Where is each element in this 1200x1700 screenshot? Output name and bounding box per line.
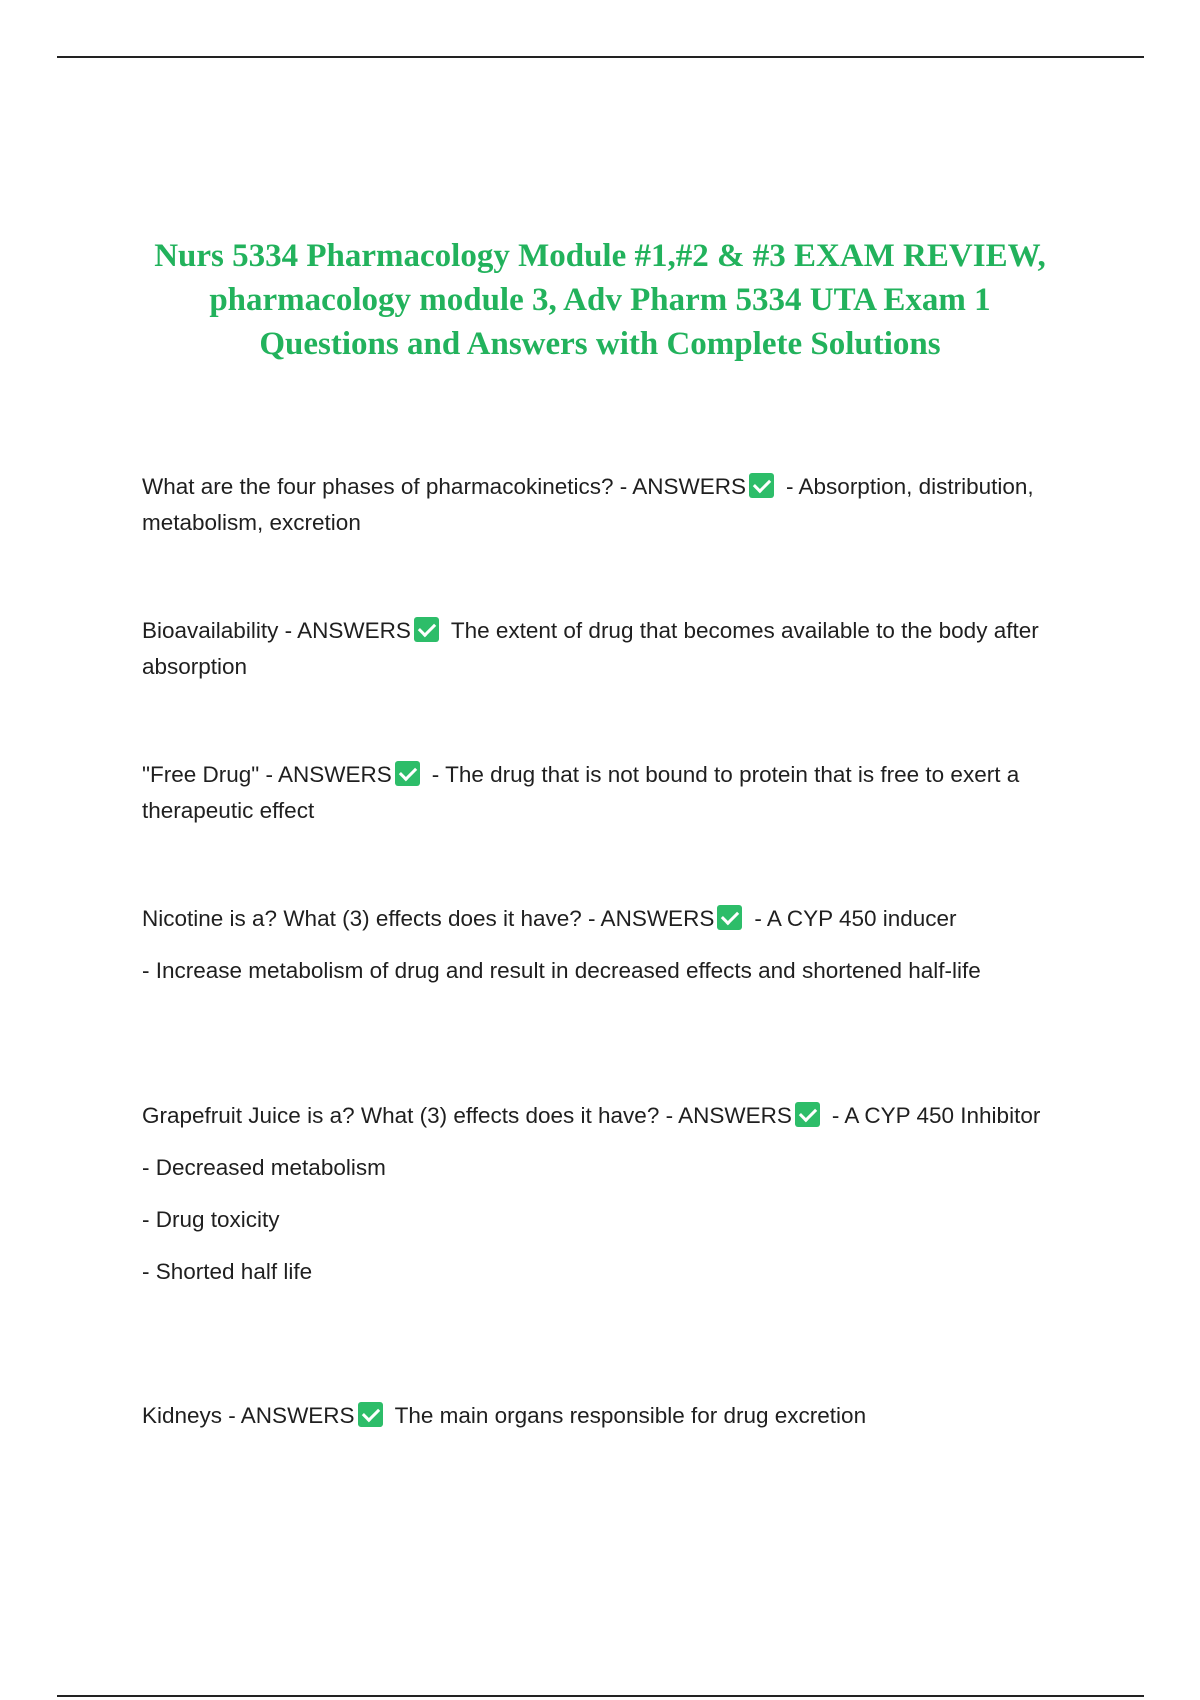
answer-detail: - Increase metabolism of drug and result in decreased effects and shortened half-life [142,958,981,983]
check-mark-icon [717,905,742,930]
qa-item [142,1098,1052,1290]
qa-item [142,757,1052,829]
qa-line [142,1398,1052,1434]
answer-detail: - Decreased metabolism [142,1155,386,1180]
answer-text: - Absorption, distribution, metabolism, excretion [142,474,1034,535]
header-rule [57,56,1144,58]
answer-text: - The drug that is not bound to protein that is free to exert a therapeutic effect [142,762,1020,823]
qa-item [142,901,1052,989]
answer-text: The extent of drug that becomes available to the body after absorption [142,618,1039,679]
qa-line [142,1098,1052,1134]
question-text: Kidneys - ANSWERS [142,1403,355,1428]
qa-item [142,613,1052,685]
answer-detail: - Drug toxicity [142,1207,280,1232]
footer-rule [57,1695,1144,1697]
question-text: Nicotine is a? What (3) effects does it have? - ANSWERS [142,906,715,931]
qa-line [142,901,1052,937]
answer-detail: - Shorted half life [142,1259,313,1284]
qa-item [142,1398,1052,1434]
qa-line [142,757,1052,829]
answer-text: - A CYP 450 inducer [754,906,957,931]
question-text: Bioavailability - ANSWERS [142,618,411,643]
question-text: "Free Drug" - ANSWERS [142,762,392,787]
question-text: Grapefruit Juice is a? What (3) effects does it have? - ANSWERS [142,1103,792,1128]
check-mark-icon [358,1402,383,1427]
answer-text: - A CYP 450 Inhibitor [831,1103,1041,1128]
check-mark-icon [414,617,439,642]
answer-text: The main organs responsible for drug excretion [394,1403,867,1428]
check-mark-icon [395,761,420,786]
document-title: Nurs 5334 Pharmacology Module #1,#2 & #3 EXAM REVIEW, pharmacology module 3, Adv Pharm 5334 UTA Exam 1 Questions and Answers with Complete Solutions [154,238,1046,363]
qa-line [142,613,1052,685]
qa-line [142,469,1052,541]
check-mark-icon [749,473,774,498]
check-mark-icon [795,1102,820,1127]
question-text: What are the four phases of pharmacokinetics? - ANSWERS [142,474,747,499]
qa-item [142,469,1052,541]
